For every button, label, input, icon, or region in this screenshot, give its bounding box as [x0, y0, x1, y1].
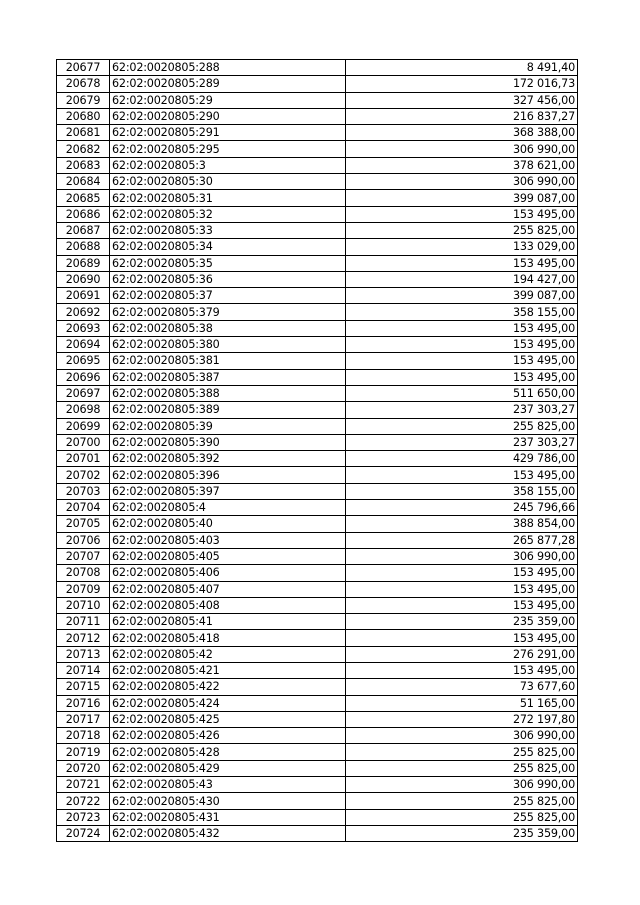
cadastral-number-cell: 62:02:0020805:290: [110, 108, 346, 124]
row-number-cell: 20704: [57, 500, 110, 516]
row-number-cell: 20712: [57, 630, 110, 646]
cadastral-number-cell: 62:02:0020805:387: [110, 369, 346, 385]
cadastral-value-cell: 235 359,00: [346, 614, 578, 630]
table-row: [57, 451, 578, 467]
cadastral-value-cell: 153 495,00: [346, 630, 578, 646]
table-row: [57, 483, 578, 499]
cadastral-number-cell: 62:02:0020805:35: [110, 255, 346, 271]
row-number-cell: 20689: [57, 255, 110, 271]
row-number-cell: 20699: [57, 418, 110, 434]
table-row: [57, 467, 578, 483]
cadastral-value-cell: 216 837,27: [346, 108, 578, 124]
cadastral-value-cell: 306 990,00: [346, 777, 578, 793]
table-row: [57, 337, 578, 353]
table-row: [57, 744, 578, 760]
row-number-cell: 20709: [57, 581, 110, 597]
row-number-cell: 20698: [57, 402, 110, 418]
cadastral-number-cell: 62:02:0020805:381: [110, 353, 346, 369]
table-row: [57, 500, 578, 516]
table-body: [57, 60, 578, 842]
cadastral-number-cell: 62:02:0020805:295: [110, 141, 346, 157]
cadastral-value-cell: 153 495,00: [346, 662, 578, 678]
cadastral-value-cell: 306 990,00: [346, 174, 578, 190]
cadastral-number-cell: 62:02:0020805:37: [110, 288, 346, 304]
table-row: [57, 532, 578, 548]
cadastral-value-cell: 255 825,00: [346, 744, 578, 760]
cadastral-number-cell: 62:02:0020805:430: [110, 793, 346, 809]
table-row: [57, 222, 578, 238]
cadastral-number-cell: 62:02:0020805:426: [110, 728, 346, 744]
cadastral-value-cell: 194 427,00: [346, 271, 578, 287]
row-number-cell: 20718: [57, 728, 110, 744]
cadastral-number-cell: 62:02:0020805:288: [110, 60, 346, 76]
table-row: [57, 597, 578, 613]
row-number-cell: 20715: [57, 679, 110, 695]
row-number-cell: 20695: [57, 353, 110, 369]
row-number-cell: 20678: [57, 76, 110, 92]
cadastral-number-cell: 62:02:0020805:392: [110, 451, 346, 467]
table-row: [57, 125, 578, 141]
table-row: [57, 793, 578, 809]
table-row: [57, 76, 578, 92]
cadastral-number-cell: 62:02:0020805:31: [110, 190, 346, 206]
cadastral-value-cell: 237 303,27: [346, 402, 578, 418]
cadastral-number-cell: 62:02:0020805:390: [110, 434, 346, 450]
cadastral-value-table: [56, 59, 578, 842]
cadastral-number-cell: 62:02:0020805:403: [110, 532, 346, 548]
cadastral-value-cell: 8 491,40: [346, 60, 578, 76]
row-number-cell: 20691: [57, 288, 110, 304]
cadastral-number-cell: 62:02:0020805:34: [110, 239, 346, 255]
cadastral-number-cell: 62:02:0020805:32: [110, 206, 346, 222]
table-row: [57, 679, 578, 695]
table-row: [57, 695, 578, 711]
row-number-cell: 20696: [57, 369, 110, 385]
table-row: [57, 353, 578, 369]
table-row: [57, 777, 578, 793]
table-row: [57, 206, 578, 222]
cadastral-value-cell: 153 495,00: [346, 369, 578, 385]
cadastral-number-cell: 62:02:0020805:429: [110, 760, 346, 776]
cadastral-value-cell: 378 621,00: [346, 157, 578, 173]
cadastral-number-cell: 62:02:0020805:432: [110, 825, 346, 841]
table-row: [57, 385, 578, 401]
row-number-cell: 20711: [57, 614, 110, 630]
table-row: [57, 548, 578, 564]
cadastral-value-cell: 265 877,28: [346, 532, 578, 548]
table-row: [57, 434, 578, 450]
row-number-cell: 20683: [57, 157, 110, 173]
row-number-cell: 20714: [57, 662, 110, 678]
cadastral-value-cell: 388 854,00: [346, 516, 578, 532]
cadastral-value-cell: 276 291,00: [346, 646, 578, 662]
cadastral-number-cell: 62:02:0020805:380: [110, 337, 346, 353]
row-number-cell: 20703: [57, 483, 110, 499]
cadastral-number-cell: 62:02:0020805:289: [110, 76, 346, 92]
cadastral-number-cell: 62:02:0020805:291: [110, 125, 346, 141]
cadastral-value-cell: 153 495,00: [346, 581, 578, 597]
cadastral-value-cell: 429 786,00: [346, 451, 578, 467]
row-number-cell: 20717: [57, 711, 110, 727]
table-row: [57, 369, 578, 385]
row-number-cell: 20721: [57, 777, 110, 793]
table-row: [57, 614, 578, 630]
cadastral-number-cell: 62:02:0020805:405: [110, 548, 346, 564]
row-number-cell: 20681: [57, 125, 110, 141]
cadastral-value-cell: 153 495,00: [346, 337, 578, 353]
table-row: [57, 565, 578, 581]
cadastral-value-cell: 153 495,00: [346, 565, 578, 581]
row-number-cell: 20680: [57, 108, 110, 124]
cadastral-number-cell: 62:02:0020805:418: [110, 630, 346, 646]
row-number-cell: 20710: [57, 597, 110, 613]
row-number-cell: 20713: [57, 646, 110, 662]
cadastral-number-cell: 62:02:0020805:40: [110, 516, 346, 532]
table-row: [57, 271, 578, 287]
cadastral-value-cell: 153 495,00: [346, 467, 578, 483]
row-number-cell: 20716: [57, 695, 110, 711]
table-row: [57, 255, 578, 271]
cadastral-value-cell: 306 990,00: [346, 548, 578, 564]
row-number-cell: 20706: [57, 532, 110, 548]
table-row: [57, 630, 578, 646]
row-number-cell: 20692: [57, 304, 110, 320]
cadastral-value-cell: 245 796,66: [346, 500, 578, 516]
cadastral-value-cell: 51 165,00: [346, 695, 578, 711]
cadastral-value-cell: 153 495,00: [346, 320, 578, 336]
cadastral-value-cell: 255 825,00: [346, 418, 578, 434]
cadastral-number-cell: 62:02:0020805:39: [110, 418, 346, 434]
table-row: [57, 646, 578, 662]
table-row: [57, 662, 578, 678]
table-row: [57, 581, 578, 597]
cadastral-number-cell: 62:02:0020805:388: [110, 385, 346, 401]
cadastral-number-cell: 62:02:0020805:406: [110, 565, 346, 581]
table-row: [57, 174, 578, 190]
row-number-cell: 20688: [57, 239, 110, 255]
row-number-cell: 20690: [57, 271, 110, 287]
cadastral-value-cell: 133 029,00: [346, 239, 578, 255]
row-number-cell: 20722: [57, 793, 110, 809]
table-row: [57, 239, 578, 255]
table-row: [57, 288, 578, 304]
table-row: [57, 141, 578, 157]
row-number-cell: 20707: [57, 548, 110, 564]
cadastral-number-cell: 62:02:0020805:421: [110, 662, 346, 678]
cadastral-value-cell: 73 677,60: [346, 679, 578, 695]
cadastral-value-cell: 153 495,00: [346, 206, 578, 222]
row-number-cell: 20697: [57, 385, 110, 401]
table-row: [57, 304, 578, 320]
row-number-cell: 20684: [57, 174, 110, 190]
cadastral-number-cell: 62:02:0020805:4: [110, 500, 346, 516]
row-number-cell: 20723: [57, 809, 110, 825]
cadastral-value-cell: 306 990,00: [346, 141, 578, 157]
cadastral-value-cell: 327 456,00: [346, 92, 578, 108]
cadastral-number-cell: 62:02:0020805:38: [110, 320, 346, 336]
row-number-cell: 20694: [57, 337, 110, 353]
cadastral-value-cell: 306 990,00: [346, 728, 578, 744]
cadastral-number-cell: 62:02:0020805:30: [110, 174, 346, 190]
cadastral-number-cell: 62:02:0020805:43: [110, 777, 346, 793]
cadastral-number-cell: 62:02:0020805:379: [110, 304, 346, 320]
cadastral-value-cell: 235 359,00: [346, 825, 578, 841]
cadastral-number-cell: 62:02:0020805:397: [110, 483, 346, 499]
table-row: [57, 760, 578, 776]
table-row: [57, 190, 578, 206]
table-row: [57, 320, 578, 336]
row-number-cell: 20677: [57, 60, 110, 76]
row-number-cell: 20700: [57, 434, 110, 450]
cadastral-number-cell: 62:02:0020805:428: [110, 744, 346, 760]
table-row: [57, 418, 578, 434]
table-row: [57, 809, 578, 825]
cadastral-number-cell: 62:02:0020805:41: [110, 614, 346, 630]
row-number-cell: 20702: [57, 467, 110, 483]
table-row: [57, 108, 578, 124]
cadastral-number-cell: 62:02:0020805:33: [110, 222, 346, 238]
row-number-cell: 20686: [57, 206, 110, 222]
cadastral-number-cell: 62:02:0020805:422: [110, 679, 346, 695]
cadastral-value-cell: 255 825,00: [346, 809, 578, 825]
row-number-cell: 20685: [57, 190, 110, 206]
cadastral-number-cell: 62:02:0020805:42: [110, 646, 346, 662]
cadastral-number-cell: 62:02:0020805:389: [110, 402, 346, 418]
cadastral-number-cell: 62:02:0020805:29: [110, 92, 346, 108]
row-number-cell: 20720: [57, 760, 110, 776]
row-number-cell: 20701: [57, 451, 110, 467]
row-number-cell: 20687: [57, 222, 110, 238]
cadastral-value-cell: 255 825,00: [346, 760, 578, 776]
table-row: [57, 402, 578, 418]
cadastral-value-cell: 255 825,00: [346, 793, 578, 809]
row-number-cell: 20682: [57, 141, 110, 157]
cadastral-value-cell: 511 650,00: [346, 385, 578, 401]
cadastral-number-cell: 62:02:0020805:36: [110, 271, 346, 287]
cadastral-value-cell: 358 155,00: [346, 304, 578, 320]
cadastral-value-cell: 255 825,00: [346, 222, 578, 238]
row-number-cell: 20724: [57, 825, 110, 841]
cadastral-value-cell: 399 087,00: [346, 288, 578, 304]
table-row: [57, 92, 578, 108]
cadastral-number-cell: 62:02:0020805:3: [110, 157, 346, 173]
cadastral-number-cell: 62:02:0020805:407: [110, 581, 346, 597]
cadastral-value-cell: 153 495,00: [346, 255, 578, 271]
cadastral-value-cell: 153 495,00: [346, 597, 578, 613]
table-row: [57, 157, 578, 173]
table-row: [57, 60, 578, 76]
cadastral-value-cell: 272 197,80: [346, 711, 578, 727]
cadastral-value-cell: 368 388,00: [346, 125, 578, 141]
cadastral-value-cell: 153 495,00: [346, 353, 578, 369]
cadastral-number-cell: 62:02:0020805:396: [110, 467, 346, 483]
cadastral-number-cell: 62:02:0020805:431: [110, 809, 346, 825]
row-number-cell: 20708: [57, 565, 110, 581]
table-row: [57, 516, 578, 532]
row-number-cell: 20693: [57, 320, 110, 336]
cadastral-value-cell: 237 303,27: [346, 434, 578, 450]
row-number-cell: 20679: [57, 92, 110, 108]
cadastral-value-cell: 399 087,00: [346, 190, 578, 206]
cadastral-value-cell: 172 016,73: [346, 76, 578, 92]
cadastral-number-cell: 62:02:0020805:425: [110, 711, 346, 727]
cadastral-value-cell: 358 155,00: [346, 483, 578, 499]
cadastral-number-cell: 62:02:0020805:424: [110, 695, 346, 711]
row-number-cell: 20705: [57, 516, 110, 532]
table-row: [57, 825, 578, 841]
table-row: [57, 728, 578, 744]
cadastral-number-cell: 62:02:0020805:408: [110, 597, 346, 613]
row-number-cell: 20719: [57, 744, 110, 760]
table-row: [57, 711, 578, 727]
